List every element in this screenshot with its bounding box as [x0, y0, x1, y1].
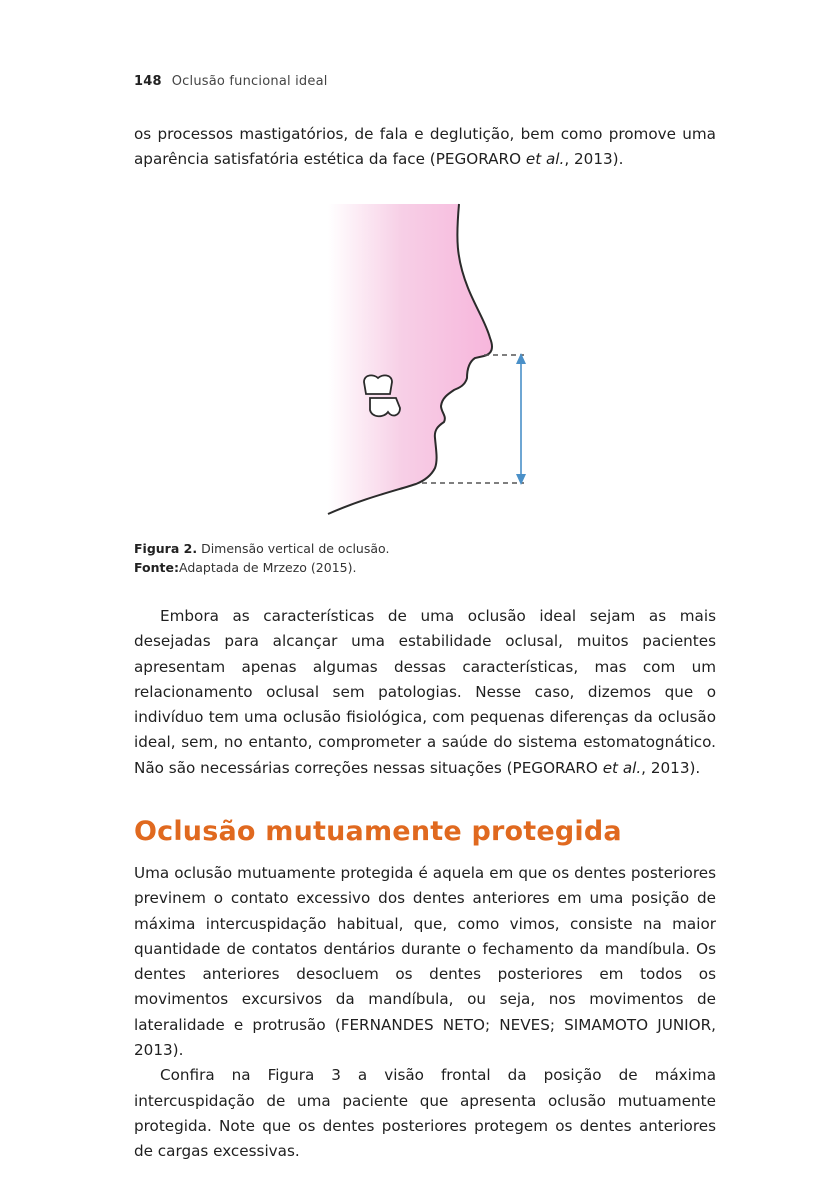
paragraph-2: Embora as características de uma oclusão ideal sejam as mais desejadas para alcançar uma estabilidade oclusal, muitos pacientes apresentam apenas algumas dessas características, mas com um relacionamento oclusal sem patologias. Nesse caso, dizemos que o indivíduo tem uma oclusão fisiológica, com pequenas diferenças da oclusão ideal, sem, no entanto, comprometer a saúde do sistema estomatognático. Não são necessárias correções nessas situações (PEGORARO et al., 2013).	[134, 607, 716, 777]
figure-vertical-dimension	[318, 198, 538, 520]
figure-source-line: Fonte:Adaptada de Mrzezo (2015).	[134, 560, 357, 575]
running-title: Oclusão funcional ideal	[171, 74, 328, 89]
running-header	[134, 74, 328, 89]
face-fill	[328, 204, 492, 514]
figure-caption-line: Figura 2. Dimensão vertical de oclusão.	[134, 541, 390, 556]
intro-paragraph: os processos mastigatórios, de fala e deglutição, bem como promove uma aparência satisfatória estética da face (PEGORARO et al., 2013).	[134, 125, 716, 169]
section-title: Oclusão mutuamente protegida	[134, 816, 622, 847]
paragraph-3: Uma oclusão mutuamente protegida é aquela em que os dentes posteriores previnem o contato excessivo dos dentes anteriores em uma posição de máxima intercuspidação habitual, que, como vimos, consiste na maior quantidade de contatos dentários durante o fechamento da mandíbula. Os dentes anteriores desocluem os dentes posteriores em todos os movimentos excursivos da mandíbula, ou seja, nos movimentos de lateralidade e protrusão (FERNANDES NETO; NEVES; SIMAMOTO JUNIOR, 2013). Confira na Figura 3 a visão frontal da posição de máxima intercuspidação de uma paciente que apresenta oclusão mutuamente protegida. Note que os dentes posteriores protegem os dentes anteriores de cargas excessivas.	[134, 861, 716, 1165]
paragraph-4: Confira na Figura 3 a visão frontal da posição de máxima intercuspidação de uma paciente que apresenta oclusão mutuamente protegida. Note que os dentes posteriores protegem os dentes anteriores de cargas excessivas.	[134, 1066, 716, 1161]
figure-caption	[134, 539, 389, 577]
page-number: 148	[134, 74, 162, 89]
vertical-dimension-arrow	[516, 353, 526, 485]
face-profile-illustration	[318, 198, 538, 520]
